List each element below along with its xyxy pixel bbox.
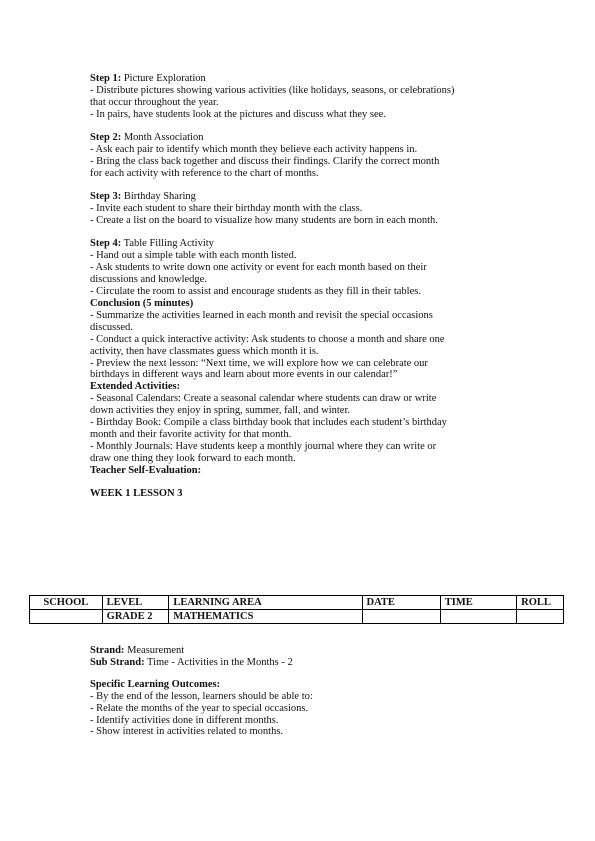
strand: Strand: Measurement (90, 645, 185, 656)
table-row (30, 610, 564, 624)
conclusion-heading: Conclusion (5 minutes) (90, 298, 194, 309)
lesson-body (90, 73, 530, 500)
table-header-cell: TIME (440, 596, 516, 610)
extended-line: - Birthday Book: Compile a class birthday book that includes each student’s birthday (90, 417, 447, 429)
conclusion-line: discussed. (90, 321, 133, 333)
lesson-details (90, 645, 530, 738)
step1-line: that occur throughout the year. (90, 96, 219, 108)
week-lesson-heading: WEEK 1 LESSON 3 (90, 488, 183, 500)
step3-line: - Create a list on the board to visualize how many students are born in each month. (90, 215, 438, 227)
table-cell (362, 610, 440, 624)
conclusion-line: - Summarize the activities learned in each month and revisit the special occasions (90, 309, 433, 321)
table-header-row (30, 596, 564, 610)
step4-line: - Ask students to write down one activity or event for each month based on their (90, 262, 427, 274)
self-evaluation-heading: Teacher Self-Evaluation: (90, 464, 202, 476)
extended-heading: Extended Activities: (90, 381, 181, 393)
extended-line: draw one thing they look forward to each month. (90, 452, 296, 464)
step1-line: - Distribute pictures showing various activities (like holidays, seasons, or celebrations) (90, 84, 455, 96)
table-cell (440, 610, 516, 624)
step4-heading: Step 4: Table Filling Activity (90, 238, 214, 250)
table-cell: MATHEMATICS (169, 610, 362, 624)
step3-heading: Step 3: Birthday Sharing (90, 191, 196, 203)
step2-heading: Step 2: Month Association (90, 132, 204, 144)
step2-line: - Ask each pair to identify which month they believe each activity happens in. (90, 144, 418, 156)
table-header-cell: DATE (362, 596, 440, 610)
step3-line: - Invite each student to share their birthday month with the class. (90, 203, 363, 215)
table-cell (517, 610, 564, 624)
sub-strand: Sub Strand: Time - Activities in the Months - 2 (90, 656, 293, 668)
conclusion-line: - Preview the next lesson: “Next time, we will explore how we can celebrate our (90, 357, 428, 369)
outcome-line: - By the end of the lesson, learners should be able to: (90, 690, 313, 702)
extended-line: - Monthly Journals: Have students keep a monthly journal where they can write or (90, 440, 437, 452)
lesson-info-table (29, 595, 564, 624)
table-cell: GRADE 2 (102, 610, 169, 624)
step1-line: - In pairs, have students look at the pictures and discuss what they see. (90, 108, 386, 120)
conclusion-line: - Conduct a quick interactive activity: Ask students to choose a month and share one (90, 333, 445, 345)
step1-heading: Step 1: Picture Exploration (90, 73, 206, 84)
table-header-cell: SCHOOL (30, 596, 103, 610)
table-header-cell: LEARNING AREA (169, 596, 362, 610)
outcome-line: - Show interest in activities related to months. (90, 726, 284, 738)
extended-line: - Seasonal Calendars: Create a seasonal calendar where students can draw or write (90, 393, 437, 405)
step4-line: discussions and knowledge. (90, 274, 207, 286)
step4-line: - Hand out a simple table with each month listed. (90, 250, 297, 262)
step4-line: - Circulate the room to assist and encourage students as they fill in their tables. (90, 286, 421, 298)
table-header-cell: ROLL (517, 596, 564, 610)
extended-line: month and their favorite activity for that month. (90, 428, 292, 440)
step2-line: for each activity with reference to the chart of months. (90, 167, 319, 179)
outcome-line: - Identify activities done in different months. (90, 714, 279, 726)
table-cell (30, 610, 103, 624)
outcome-line: - Relate the months of the year to special occasions. (90, 702, 309, 714)
extended-line: down activities they enjoy in spring, summer, fall, and winter. (90, 405, 350, 417)
table-header-cell: LEVEL (102, 596, 169, 610)
outcomes-heading: Specific Learning Outcomes: (90, 678, 221, 690)
conclusion-line: birthdays in different ways and learn about more events in our calendar!” (90, 369, 398, 381)
step2-line: - Bring the class back together and discuss their findings. Clarify the correct month (90, 155, 440, 167)
conclusion-line: activity, then have classmates guess which month it is. (90, 345, 319, 357)
